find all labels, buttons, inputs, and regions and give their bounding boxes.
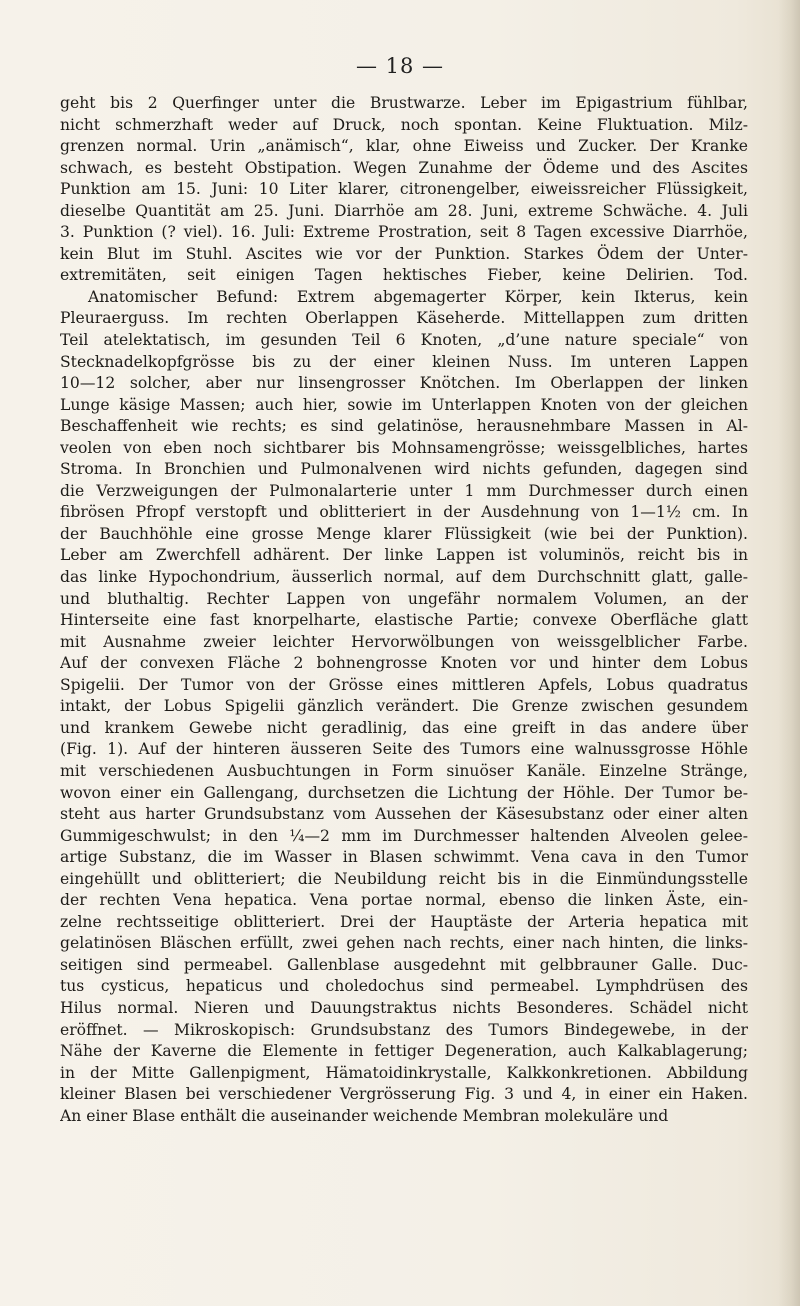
text-line: intakt, der Lobus Spigelii gänzlich verändert. Die Grenze zwischen gesundem: [60, 697, 748, 716]
text-line: wovon einer ein Gallengang, durchsetzen die Lichtung der Höhle. Der Tumor be-: [60, 783, 748, 802]
text-line: gelatinösen Bläschen erfüllt, zwei gehen nach rechts, einer nach hinten, die links-: [60, 934, 748, 953]
text-line: eröffnet. — Mikroskopisch: Grundsubstanz des Tumors Bindegewebe, in der: [60, 1020, 748, 1039]
text-line: Spigelii. Der Tumor von der Grösse eines mittleren Apfels, Lobus quadratus: [60, 675, 748, 694]
text-line: Nähe der Kaverne die Elemente in fettiger Degeneration, auch Kalkablagerung;: [60, 1042, 748, 1061]
text-line: Stecknadelkopfgrösse bis zu der einer kleinen Nuss. Im unteren Lappen: [60, 352, 748, 371]
text-line: mit Ausnahme zweier leichter Hervorwölbungen von weissgelblicher Farbe.: [60, 632, 748, 651]
text-line: Beschaffenheit wie rechts; es sind gelatinöse, herausnehmbare Massen in Al-: [60, 417, 748, 436]
text-line: kleiner Blasen bei verschiedener Vergrösserung Fig. 3 und 4, in einer ein Haken.: [60, 1085, 748, 1104]
text-line: und bluthaltig. Rechter Lappen von ungefähr normalem Volumen, an der: [60, 589, 748, 608]
text-line: Leber am Zwerchfell adhärent. Der linke Lappen ist voluminös, reicht bis in: [60, 546, 748, 565]
text-line: und krankem Gewebe nicht geradlinig, das eine greift in das andere über: [60, 718, 748, 737]
text-line: grenzen normal. Urin „anämisch“, klar, ohne Eiweiss und Zucker. Der Kranke: [60, 137, 748, 156]
text-line: Auf der convexen Fläche 2 bohnengrosse Knoten vor und hinter dem Lobus: [60, 654, 748, 673]
page-number: — 18 —: [355, 54, 445, 78]
text-line: 3. Punktion (? viel). 16. Juli: Extreme Prostration, seit 8 Tagen excessive Diarrhöe,: [60, 223, 748, 242]
text-line: fibrösen Pfropf verstopft und oblitteriert in der Ausdehnung von 1—1½ cm. In: [60, 503, 748, 522]
text-line: die Verzweigungen der Pulmonalarterie unter 1 mm Durchmesser durch einen: [60, 481, 748, 500]
text-line: Punktion am 15. Juni: 10 Liter klarer, citronengelber, eiweissreicher Flüssigkeit,: [60, 180, 748, 199]
text-line: Gummigeschwulst; in den ¼—2 mm im Durchmesser haltenden Alveolen gelee-: [60, 826, 748, 845]
text-line: geht bis 2 Querfinger unter die Brustwarze. Leber im Epigastrium fühlbar,: [60, 94, 748, 112]
text-line: Stroma. In Bronchien und Pulmonalvenen wird nichts gefunden, dagegen sind: [60, 460, 748, 479]
text-line: eingehüllt und oblitteriert; die Neubildung reicht bis in die Einmündungsstelle: [60, 869, 748, 888]
text-line: tus cysticus, hepaticus und choledochus sind permeabel. Lymphdrüsen des: [60, 977, 748, 996]
text-line: mit verschiedenen Ausbuchtungen in Form sinuöser Kanäle. Einzelne Stränge,: [60, 761, 748, 780]
page-edge-shadow: [778, 0, 800, 1306]
text-line: 10—12 solcher, aber nur linsengrosser Knötchen. Im Oberlappen der linken: [60, 374, 748, 393]
text-line: Lunge käsige Massen; auch hier, sowie im Unterlappen Knoten von der gleichen: [60, 395, 748, 414]
text-line: Anatomischer Befund: Extrem abgemagerter Körper, kein Ikterus, kein: [88, 287, 748, 306]
text-line: das linke Hypochondrium, äusserlich normal, auf dem Durchschnitt glatt, galle-: [60, 568, 748, 587]
text-line: veolen von eben noch sichtbarer bis Mohnsamengrösse; weissgelbliches, hartes: [60, 438, 748, 457]
text-line: steht aus harter Grundsubstanz vom Aussehen der Käsesubstanz oder einer alten: [60, 805, 748, 824]
text-line: der Bauchhöhle eine grosse Menge klarer Flüssigkeit (wie bei der Punktion).: [60, 524, 748, 543]
body-text: [60, 93, 748, 1127]
text-line: in der Mitte Gallenpigment, Hämatoidinkrystalle, Kalkkonkretionen. Abbildung: [60, 1063, 748, 1082]
text-line: kein Blut im Stuhl. Ascites wie vor der Punktion. Starkes Ödem der Unter-: [60, 244, 748, 263]
text-line: Pleuraerguss. Im rechten Oberlappen Käseherde. Mittellappen zum dritten: [60, 309, 748, 328]
text-line: Hinterseite eine fast knorpelharte, elastische Partie; convexe Oberfläche glatt: [60, 611, 748, 630]
text-line: artige Substanz, die im Wasser in Blasen schwimmt. Vena cava in den Tumor: [60, 848, 748, 867]
text-line: Teil atelektatisch, im gesunden Teil 6 Knoten, „d’une nature speciale“ von: [60, 331, 748, 350]
text-line: extremitäten, seit einigen Tagen hektisches Fieber, keine Delirien. Tod.: [60, 266, 748, 285]
text-line: schwach, es besteht Obstipation. Wegen Zunahme der Ödeme und des Ascites: [60, 158, 748, 177]
text-line: seitigen sind permeabel. Gallenblase ausgedehnt mit gelbbrauner Galle. Duc-: [60, 955, 748, 974]
text-line: zelne rechtsseitige oblitteriert. Drei der Hauptäste der Arteria hepatica mit: [60, 912, 748, 931]
text-line: An einer Blase enthält die auseinander weichende Membran molekuläre und: [60, 1106, 669, 1125]
text-line: der rechten Vena hepatica. Vena portae normal, ebenso die linken Äste, ein-: [60, 891, 748, 910]
text-line: (Fig. 1). Auf der hinteren äusseren Seite des Tumors eine walnussgrosse Höhle: [60, 740, 748, 759]
text-line: dieselbe Quantität am 25. Juni. Diarrhöe am 28. Juni, extreme Schwäche. 4. Juli: [60, 201, 748, 220]
text-line: nicht schmerzhaft weder auf Druck, noch spontan. Keine Fluktuation. Milz-: [60, 115, 748, 134]
text-line: Hilus normal. Nieren und Dauungstraktus nichts Besonderes. Schädel nicht: [60, 998, 748, 1017]
